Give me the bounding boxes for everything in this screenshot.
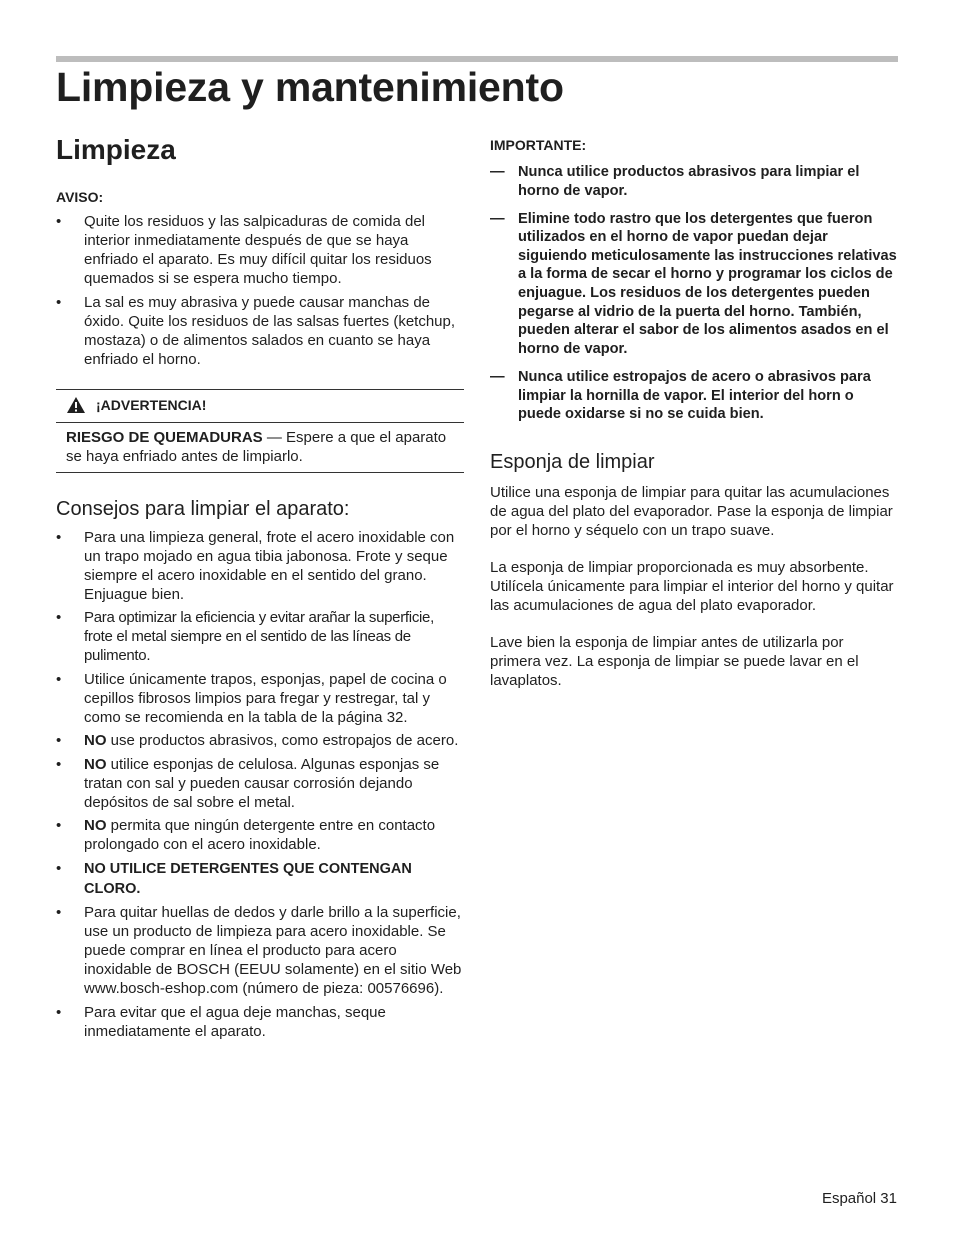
list-item: • NO UTILICE DETERGENTES QUE CONTENGAN CLORO. <box>56 859 412 897</box>
warning-header <box>56 390 464 423</box>
warning-bold: RIESGO DE QUEMADURAS <box>66 428 263 446</box>
section-heading-limpieza: Limpieza <box>56 134 176 165</box>
warning-body <box>56 423 464 472</box>
list-item: • NO utilice esponjas de celulosa. Algunas esponjas se tratan con sal y pueden causar corrosión dejando depósitos de sal sobre el metal. <box>56 755 440 811</box>
warning-triangle-icon <box>66 396 86 414</box>
importante-label: IMPORTANTE: <box>490 137 587 153</box>
sponge-heading: Esponja de limpiar <box>490 450 655 473</box>
sponge-paragraph: La esponja de limpiar proporcionada es muy absorbente. Utilícela únicamente para limpiar el interior del horno y quitar las acumulaciones de agua del plato evaporador. <box>490 558 894 614</box>
list-item: • Para evitar que el agua deje manchas, seque inmediatamente el aparato. <box>56 1003 386 1040</box>
warning-label: ¡ADVERTENCIA! <box>96 396 207 413</box>
header-rule <box>56 56 898 62</box>
list-item: — Nunca utilice productos abrasivos para limpiar el horno de vapor. <box>490 164 860 199</box>
list-item: • NO use productos abrasivos, como estropajos de acero. <box>56 732 459 749</box>
sponge-paragraph: Utilice una esponja de limpiar para quitar las acumulaciones de agua del plato del evaporador. Pase la esponja de limpiar por el horno y séquelo con un trapo suave. <box>490 483 893 539</box>
list-item: • Para optimizar la eficiencia y evitar arañar la superficie, frote el metal siempre en el sentido de las líneas de pulimento. <box>56 609 434 664</box>
list-item: • Utilice únicamente trapos, esponjas, papel de cocina o cepillos fibrosos limpios para fregar y restregar, tal y como se recomienda en la tabla de la página 32. <box>56 670 447 726</box>
sponge-paragraph: Lave bien la esponja de limpiar antes de utilizarla por primera vez. La esponja de limpiar se puede lavar en el lavaplatos. <box>490 633 859 689</box>
aviso-list <box>56 212 464 369</box>
tips-list <box>56 528 464 1041</box>
left-column <box>56 132 464 1045</box>
warning-box <box>56 389 464 473</box>
list-item: • Para una limpieza general, frote el acero inoxidable con un trapo mojado en agua tibia jabonosa. Frote y seque siempre el acero inoxidable en el sentido del grano. Enjuague bien. <box>56 528 455 603</box>
page-footer: Español 31 <box>821 1190 897 1207</box>
list-item: • Para quitar huellas de dedos y darle brillo a la superficie, use un producto de limpieza para acero inoxidable. Se puede comprar en línea el producto para acero inoxidable de BOSCH (EEUU solamente) en el sitio Web www.bosch-eshop.com (número de pieza: 00576696). <box>56 904 462 997</box>
list-item: • NO permita que ningún detergente entre en contacto prolongado con el acero inoxidable. <box>56 817 436 853</box>
list-item: — Elimine todo rastro que los detergentes que fueron utilizados en el horno de vapor puedan dejar siguiendo meticulosamente las instrucciones relativas a la forma de secar el horno y programar los ciclos de enjuague. Los residuos de los detergentes pueden pegarse al vidrio de la puerta del horno. También, pueden alterar el sabor de los alimentos asados en el horno de vapor. <box>490 210 897 357</box>
list-item: — Nunca utilice estropajos de acero o abrasivos para limpiar la hornilla de vapor. El interior del horn o puede oxidarse si no se cuida bien. <box>490 368 871 423</box>
warning-text: — Espere a que el aparato se haya enfriado antes de limpiarlo. <box>66 428 447 465</box>
list-item: • Quite los residuos y las salpicaduras de comida del interior inmediatamente después de que se haya enfriado el aparato. Es muy difícil quitar los residuos quemados si se espera mucho tiempo. <box>56 213 432 287</box>
right-column <box>490 136 898 690</box>
tips-heading: Consejos para limpiar el aparato: <box>56 497 350 520</box>
importante-list <box>490 163 898 424</box>
page-title: Limpieza y mantenimiento <box>56 64 564 110</box>
list-item: • La sal es muy abrasiva y puede causar manchas de óxido. Quite los residuos de las salsas fuertes (ketchup, mostaza) o de alimentos salados en cuanto se haya enfriado el horno. <box>56 293 456 368</box>
aviso-label: AVISO: <box>56 189 104 205</box>
